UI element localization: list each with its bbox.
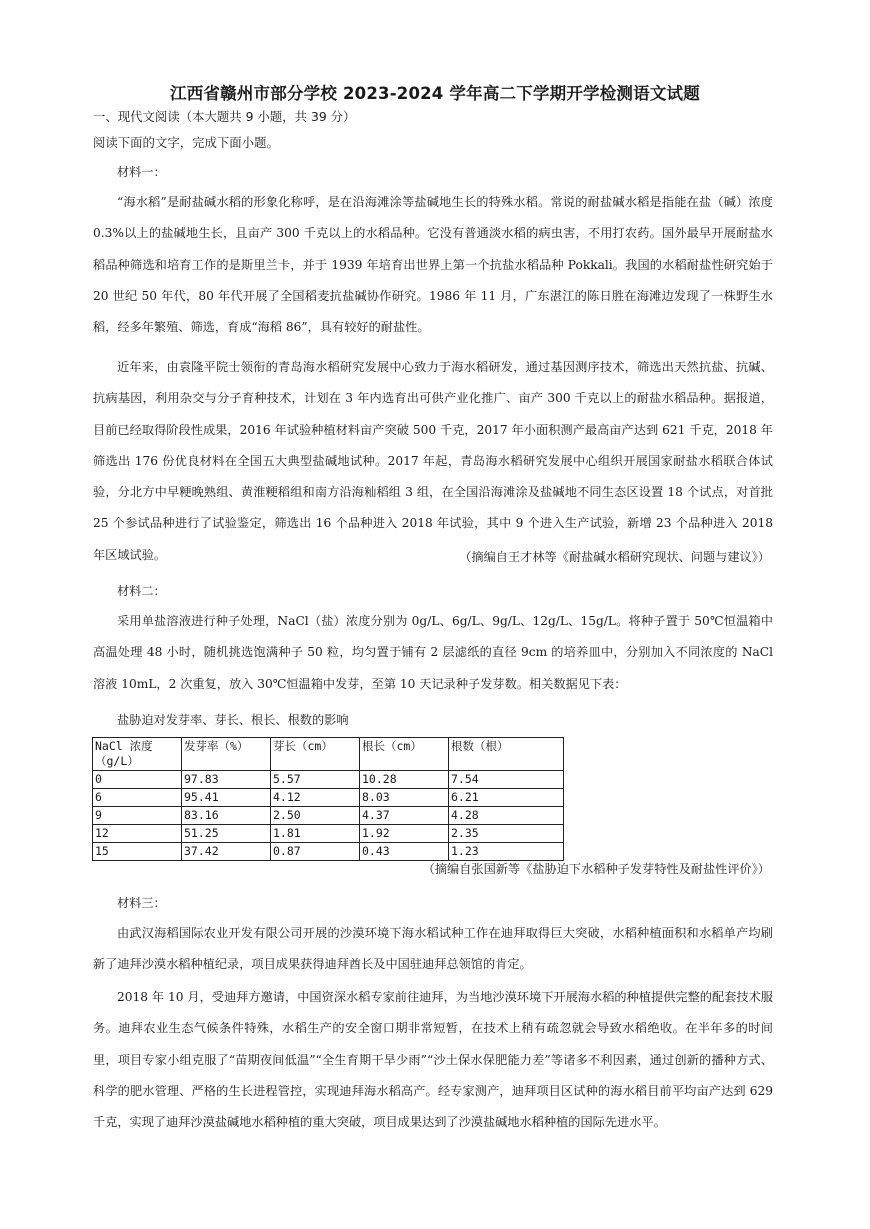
table-cell: 6 (93, 789, 182, 807)
material-three-label: 材料三： (117, 896, 166, 910)
document-title: 江西省赣州市部分学校 2023-2024 学年高二下学期开学检测语文试题 (170, 84, 700, 103)
table-cell: 7.54 (449, 771, 564, 789)
table-header-row (93, 738, 564, 771)
table-cell: 95.41 (182, 789, 271, 807)
table-cell: 10.28 (360, 771, 449, 789)
table-cell: 1.23 (449, 843, 564, 861)
table-cell: 2.35 (449, 825, 564, 843)
table-cell: 97.83 (182, 771, 271, 789)
table-cell: 15 (93, 843, 182, 861)
reading-instruction: 阅读下面的文字，完成下面小题。 (93, 135, 279, 150)
material-one-paragraph-2: 近年来，由袁隆平院士领衔的青岛海水稻研究发展中心致力于海水稻研发，通过基因测序技术，筛选出天然抗盐、抗碱、抗病基因，利用杂交与分子育种技术，计划在 3 年内选育出可供产业化推广、亩产 300 千克以上的耐盐水稻品种。据报道，目前已经取得阶段性成果，2016 年试验种植材料亩产突破 500 千克，2017 年小面积测产最高亩产达到 621 千克，2018 年筛选出 176 份优良材料在全国五大典型盐碱地试种。2017 年起，青岛海水稻研究发展中心组织开展国家耐盐水稻联合体试验，分北方中早粳晚熟组、黄淮粳稻组和南方沿海籼稻组 3 组，在全国沿海滩涂及盐碱地不同生态区设置 18 个试点，对首批 25 个参试品种进行了试验鉴定，筛选出 16 个品种进入 2018 年试验，其中 9 个进入生产试验，新增 23 个品种进入 2018 年区域试验。 (93, 360, 773, 562)
table-header-cell: 根数（根） (449, 738, 564, 771)
table-cell: 1.81 (271, 825, 360, 843)
table-row (93, 807, 564, 825)
material-three-paragraph-1: 由武汉海稻国际农业开发有限公司开展的沙漠环境下海水稻试种工作在迪拜取得巨大突破，水稻种植面积和水稻单产均刷新了迪拜沙漠水稻种植纪录，项目成果获得迪拜酋长及中国驻迪拜总领馆的肯定。 (93, 926, 773, 972)
table-cell: 5.57 (271, 771, 360, 789)
table-row (93, 843, 564, 861)
table-cell: 1.92 (360, 825, 449, 843)
table-cell: 4.37 (360, 807, 449, 825)
table-cell: 12 (93, 825, 182, 843)
table-caption: 盐胁迫对发芽率、芽长、根长、根数的影响 (117, 713, 349, 727)
material-one-label: 材料一： (117, 165, 166, 179)
table-cell: 8.03 (360, 789, 449, 807)
table-cell: 9 (93, 807, 182, 825)
table-cell: 0.87 (271, 843, 360, 861)
table-cell: 4.28 (449, 807, 564, 825)
material-one-source: （摘编自王才林等《耐盐碱水稻研究现状、问题与建议》） (459, 550, 770, 564)
material-three-paragraph-2: 2018 年 10 月，受迪拜方邀请，中国资深水稻专家前往迪拜，为当地沙漠环境下开展海水稻的种植提供完整的配套技术服务。迪拜农业生态气候条件特殊，水稻生产的安全窗口期非常短暂，在技术上稍有疏忽就会导致水稻绝收。在半年多的时间里，项目专家小组克服了“苗期夜间低温”“全生育期干旱少雨”“沙土保水保肥能力差”等诸多不利因素，通过创新的播种方式、科学的肥水管理、严格的生长进程管控，实现迪拜海水稻高产。经专家测产，迪拜项目区试种的海水稻目前平均亩产达到 629 千克，实现了迪拜沙漠盐碱地水稻种植的重大突破，项目成果达到了沙漠盐碱地水稻种植的国际先进水平。 (93, 990, 773, 1130)
table-cell: 0 (93, 771, 182, 789)
table-cell: 2.50 (271, 807, 360, 825)
table-cell: 83.16 (182, 807, 271, 825)
table-row (93, 789, 564, 807)
table-header-cell: 发芽率（%） (182, 738, 271, 771)
table-cell: 51.25 (182, 825, 271, 843)
material-one-paragraph-1: “海水稻”是耐盐碱水稻的形象化称呼，是在沿海滩涂等盐碱地生长的特殊水稻。常说的耐盐碱水稻是指能在盐（碱）浓度0.3%以上的盐碱地生长，且亩产 300 千克以上的水稻品种。它没有普通淡水稻的病虫害，不用打农药。国外最早开展耐盐水稻品种筛选和培育工作的是斯里兰卡，并于 1939 年培育出世界上第一个抗盐水稻品种 Pokkali。我国的水稻耐盐性研究始于 20 世纪 50 年代，80 年代开展了全国稻麦抗盐碱协作研究。1986 年 11 月，广东湛江的陈日胜在海滩边发现了一株野生水稻，经多年繁殖、筛选，育成“海稻 86”，具有较好的耐盐性。 (93, 195, 773, 335)
table-header-cell: 芽长（cm） (271, 738, 360, 771)
table-header-cell: 根长（cm） (360, 738, 449, 771)
salt-stress-table (92, 737, 564, 861)
material-two-paragraph-1: 采用单盐溶液进行种子处理，NaCl（盐）浓度分别为 0g/L、6g/L、9g/L、12g/L、15g/L。将种子置于 50℃恒温箱中高温处理 48 小时，随机挑选饱满种子 50 粒，均匀置于铺有 2 层滤纸的直径 9cm 的培养皿中，分别加入不同浓度的 NaCl 溶液 10mL，2 次重复，放入 30℃恒温箱中发芽，至第 10 天记录种子发芽数。相关数据见下表： (93, 614, 773, 691)
table-cell: 37.42 (182, 843, 271, 861)
material-two-label: 材料二： (117, 584, 166, 598)
table-header-cell: NaCl 浓度（g/L） (93, 738, 182, 771)
material-two-source: （摘编自张国新等《盐胁迫下水稻种子发芽特性及耐盐性评价》） (422, 862, 770, 876)
table-row (93, 771, 564, 789)
section-heading: 一、现代文阅读（本大题共 9 小题，共 39 分） (93, 109, 356, 124)
table-cell: 6.21 (449, 789, 564, 807)
table-row (93, 825, 564, 843)
table-cell: 0.43 (360, 843, 449, 861)
table-cell: 4.12 (271, 789, 360, 807)
